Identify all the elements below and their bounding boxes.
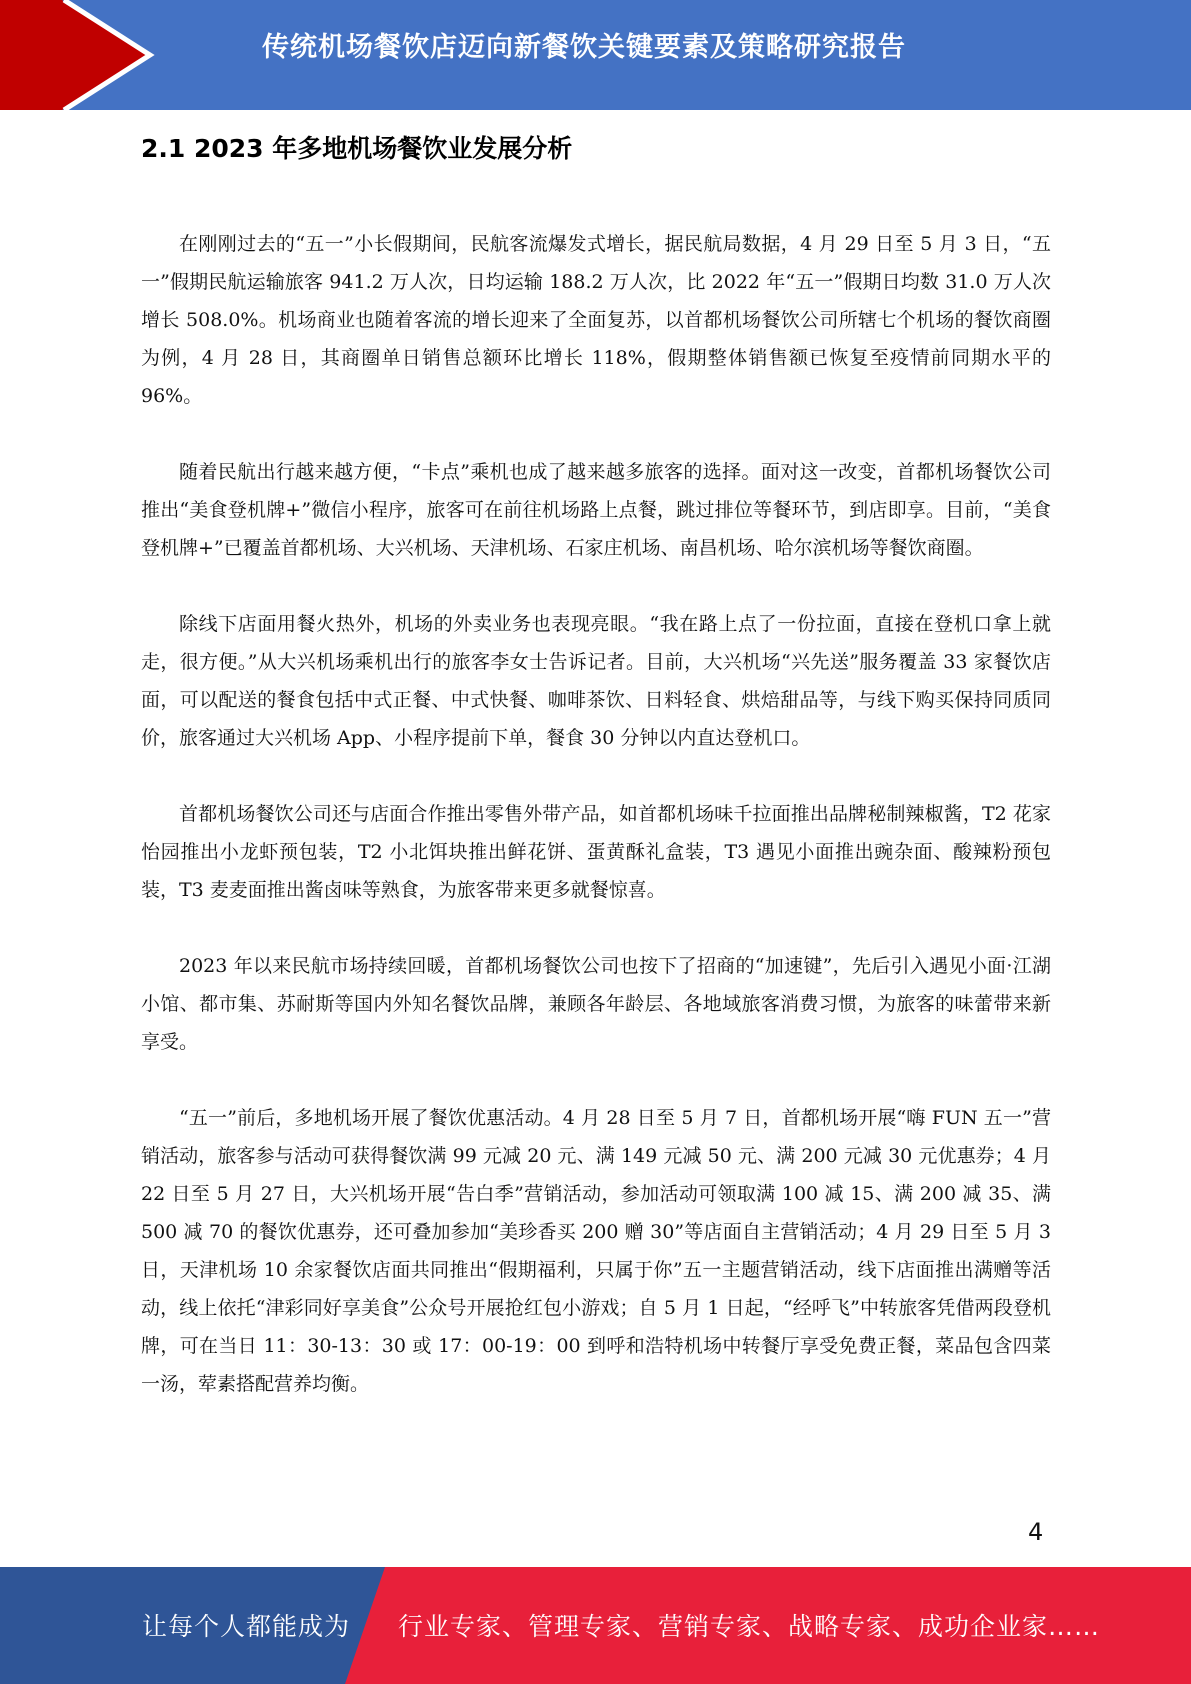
page-number: 4	[1028, 1518, 1044, 1546]
paragraph: 在刚刚过去的“五一”小长假期间，民航客流爆发式增长，据民航局数据，4 月 29 日至 5 月 3 日，“五一”假期民航运输旅客 941.2 万人次，日均运输 188.2 万人次，比 2022 年“五一”假期日均数 31.0 万人次增长 508.0%。机场商业也随着客流的增长迎来了全面复苏，以首都机场餐饮公司所辖七个机场的餐饮商圈为例，4 月 28 日，其商圈单日销售总额环比增长 118%，假期整体销售额已恢复至疫情前同期水平的 96%。	[141, 233, 1051, 407]
article-body	[141, 225, 1051, 1441]
footer-slogan-left: 让每个人都能成为	[142, 1612, 351, 1641]
page-header	[0, 0, 1191, 110]
report-title: 传统机场餐饮店迈向新餐饮关键要素及策略研究报告	[262, 32, 906, 63]
footer-slogan-right: 行业专家、管理专家、营销专家、战略专家、成功企业家……	[398, 1612, 1101, 1641]
paragraph: 随着民航出行越来越方便，“卡点”乘机也成了越来越多旅客的选择。面对这一改变，首都机场餐饮公司推出“美食登机牌+”微信小程序，旅客可在前往机场路上点餐，跳过排位等餐环节，到店即享。目前，“美食登机牌+”已覆盖首都机场、大兴机场、天津机场、石家庄机场、南昌机场、哈尔滨机场等餐饮商圈。	[141, 461, 1051, 559]
paragraph: 首都机场餐饮公司还与店面合作推出零售外带产品，如首都机场味千拉面推出品牌秘制辣椒酱，T2 花家怡园推出小龙虾预包装，T2 小北饵块推出鲜花饼、蛋黄酥礼盒装，T3 遇见小面推出豌杂面、酸辣粉预包装，T3 麦麦面推出酱卤味等熟食，为旅客带来更多就餐惊喜。	[141, 803, 1051, 901]
paragraph: 2023 年以来民航市场持续回暖，首都机场餐饮公司也按下了招商的“加速键”，先后引入遇见小面·江湖小馆、都市集、苏耐斯等国内外知名餐饮品牌，兼顾各年龄层、各地域旅客消费习惯，为旅客的味蕾带来新享受。	[141, 955, 1051, 1053]
paragraph: “五一”前后，多地机场开展了餐饮优惠活动。4 月 28 日至 5 月 7 日，首都机场开展“嗨 FUN 五一”营销活动，旅客参与活动可获得餐饮满 99 元减 20 元、满 149 元减 50 元、满 200 元减 30 元优惠券；4 月 22 日至 5 月 27 日，大兴机场开展“告白季”营销活动，参加活动可领取满 100 减 15、满 200 减 35、满 500 减 70 的餐饮优惠券，还可叠加参加“美珍香买 200 赠 30”等店面自主营销活动；4 月 29 日至 5 月 3 日，天津机场 10 余家餐饮店面共同推出“假期福利，只属于你”五一主题营销活动，线下店面推出满赠等活动，线上依托“津彩同好享美食”公众号开展抢红包小游戏；自 5 月 1 日起，“经呼飞”中转旅客凭借两段登机牌，可在当日 11：30-13：30 或 17：00-19：00 到呼和浩特机场中转餐厅享受免费正餐，菜品包含四菜一汤，荤素搭配营养均衡。	[141, 1107, 1051, 1395]
page-footer	[0, 1567, 1191, 1684]
section-heading: 2.1 2023 年多地机场餐饮业发展分析	[141, 134, 573, 163]
paragraph: 除线下店面用餐火热外，机场的外卖业务也表现亮眼。“我在路上点了一份拉面，直接在登机口拿上就走，很方便。”从大兴机场乘机出行的旅客李女士告诉记者。目前，大兴机场“兴先送”服务覆盖 33 家餐饮店面，可以配送的餐食包括中式正餐、中式快餐、咖啡茶饮、日料轻食、烘焙甜品等，与线下购买保持同质同价，旅客通过大兴机场 App、小程序提前下单，餐食 30 分钟以内直达登机口。	[141, 613, 1051, 749]
